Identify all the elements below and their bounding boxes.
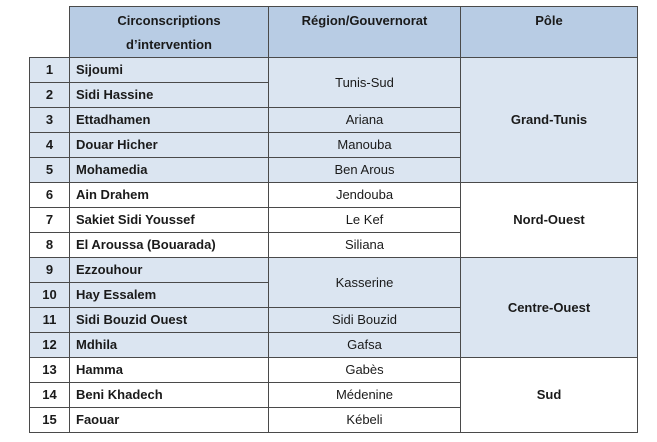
row-number: 13 (30, 358, 70, 383)
circonscription-name: Sidi Hassine (70, 83, 269, 108)
region-cell: Tunis-Sud (269, 58, 461, 108)
row-number: 3 (30, 108, 70, 133)
pole-cell: Grand-Tunis (461, 58, 638, 183)
circonscription-name: Sidi Bouzid Ouest (70, 308, 269, 333)
circonscription-name: El Aroussa (Bouarada) (70, 233, 269, 258)
circonscription-name: Sijoumi (70, 58, 269, 83)
circonscription-name: Faouar (70, 408, 269, 433)
region-cell: Kasserine (269, 258, 461, 308)
table-container (29, 6, 638, 433)
region-cell: Gabès (269, 358, 461, 383)
circonscription-name: Hamma (70, 358, 269, 383)
header-row (30, 7, 638, 58)
row-number: 12 (30, 333, 70, 358)
region-cell: Ariana (269, 108, 461, 133)
circonscription-name: Ain Drahem (70, 183, 269, 208)
region-cell: Ben Arous (269, 158, 461, 183)
circonscription-name: Hay Essalem (70, 283, 269, 308)
row-number: 9 (30, 258, 70, 283)
circonscription-name: Ezzouhour (70, 258, 269, 283)
region-cell: Gafsa (269, 333, 461, 358)
region-cell: Manouba (269, 133, 461, 158)
row-number: 10 (30, 283, 70, 308)
region-cell: Jendouba (269, 183, 461, 208)
circonscription-name: Beni Khadech (70, 383, 269, 408)
header-blank-cell (30, 7, 70, 58)
row-number: 1 (30, 58, 70, 83)
table-row (30, 58, 638, 83)
table-row (30, 183, 638, 208)
region-cell: Le Kef (269, 208, 461, 233)
header-circ-line1: Circonscriptions (117, 13, 221, 28)
row-number: 4 (30, 133, 70, 158)
region-cell: Kébeli (269, 408, 461, 433)
region-cell: Sidi Bouzid (269, 308, 461, 333)
circonscription-name: Sakiet Sidi Youssef (70, 208, 269, 233)
table-row (30, 258, 638, 283)
header-circonscriptions (70, 7, 269, 58)
circonscriptions-table (29, 6, 638, 433)
circonscription-name: Douar Hicher (70, 133, 269, 158)
circonscription-name: Mohamedia (70, 158, 269, 183)
header-pole: Pôle (461, 7, 638, 58)
table-row (30, 358, 638, 383)
row-number: 6 (30, 183, 70, 208)
row-number: 2 (30, 83, 70, 108)
row-number: 5 (30, 158, 70, 183)
row-number: 14 (30, 383, 70, 408)
region-cell: Siliana (269, 233, 461, 258)
header-region: Région/Gouvernorat (269, 7, 461, 58)
pole-cell: Centre-Ouest (461, 258, 638, 358)
row-number: 8 (30, 233, 70, 258)
row-number: 15 (30, 408, 70, 433)
circonscription-name: Mdhila (70, 333, 269, 358)
pole-cell: Sud (461, 358, 638, 433)
circonscription-name: Ettadhamen (70, 108, 269, 133)
pole-cell: Nord-Ouest (461, 183, 638, 258)
header-circ-line2: d’intervention (126, 37, 212, 52)
region-cell: Médenine (269, 383, 461, 408)
row-number: 7 (30, 208, 70, 233)
row-number: 11 (30, 308, 70, 333)
